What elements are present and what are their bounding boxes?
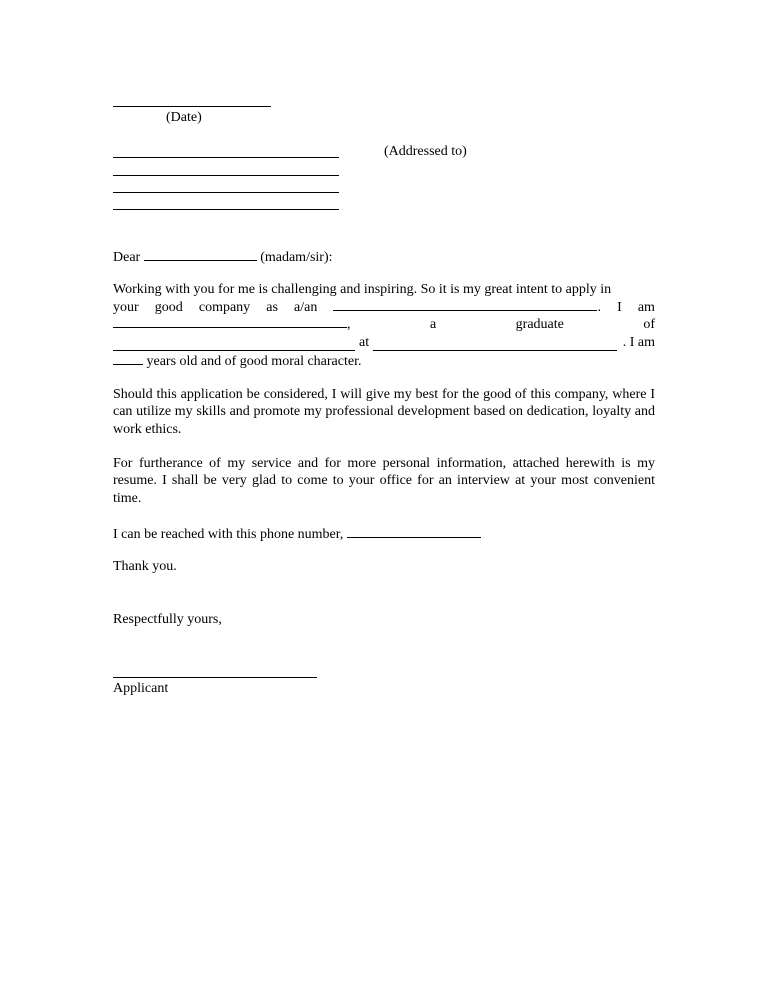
intro-line-1-text: Working with you for me is challenging and inspiring. So it is my great intent to apply in xyxy=(113,282,612,297)
intro-word: I xyxy=(617,300,622,315)
intro-line-5 xyxy=(113,351,361,370)
intro-line-5-text: years old and of good moral character. xyxy=(146,354,362,369)
intro-word: of xyxy=(643,317,655,332)
intro-word: your xyxy=(113,300,139,315)
school-blank[interactable] xyxy=(113,337,355,351)
address-blank-3[interactable] xyxy=(113,192,339,193)
addressed-to-label: (Addressed to) xyxy=(384,144,467,159)
intro-word: company xyxy=(198,300,251,315)
intro-word: am xyxy=(637,300,655,315)
address-blank-2[interactable] xyxy=(113,175,339,176)
intro-word: good xyxy=(154,300,183,315)
signature-blank[interactable] xyxy=(113,677,317,678)
salutation-prefix: Dear xyxy=(113,250,141,265)
date-label: (Date) xyxy=(166,110,202,125)
salutation-suffix: (madam/sir): xyxy=(260,250,333,265)
salutation xyxy=(113,247,333,266)
signature-label: Applicant xyxy=(113,681,169,696)
intro-line-4 xyxy=(113,334,655,351)
intro-line-3 xyxy=(113,316,655,333)
age-blank[interactable] xyxy=(113,351,143,365)
intro-word: graduate xyxy=(515,317,564,332)
intro-word: a/an xyxy=(294,300,318,315)
school-location-blank[interactable] xyxy=(373,337,617,351)
intro-line-4-end: . I am xyxy=(622,335,655,350)
intro-word: as xyxy=(266,300,278,315)
intro-word: a xyxy=(429,317,437,332)
intro-at: at xyxy=(359,335,370,350)
intro-line-1 xyxy=(113,281,655,298)
phone-blank[interactable] xyxy=(347,524,481,538)
paragraph-resume: For furtherance of my service and for more personal information, attached herewith is my resume. I shall be very glad to come to your office for an interview at your most convenient time. xyxy=(113,456,655,506)
address-blank-1[interactable] xyxy=(113,157,339,158)
date-blank[interactable] xyxy=(113,106,271,107)
intro-comma: , xyxy=(347,317,351,332)
phone-line xyxy=(113,524,481,543)
position-blank[interactable] xyxy=(333,297,597,311)
salutation-name-blank[interactable] xyxy=(144,247,257,261)
thanks-text: Thank you. xyxy=(113,559,177,574)
degree-blank[interactable] xyxy=(113,314,347,328)
address-blank-4[interactable] xyxy=(113,209,339,210)
closing-text: Respectfully yours, xyxy=(113,612,222,627)
paragraph-commitment: Should this application be considered, I will give my best for the good of this company, where I can utilize my skills and promote my professional development based on dedication, loyalty and work ethics. xyxy=(113,387,655,437)
phone-text: I can be reached with this phone number, xyxy=(113,527,344,542)
intro-dot: . xyxy=(597,300,601,315)
